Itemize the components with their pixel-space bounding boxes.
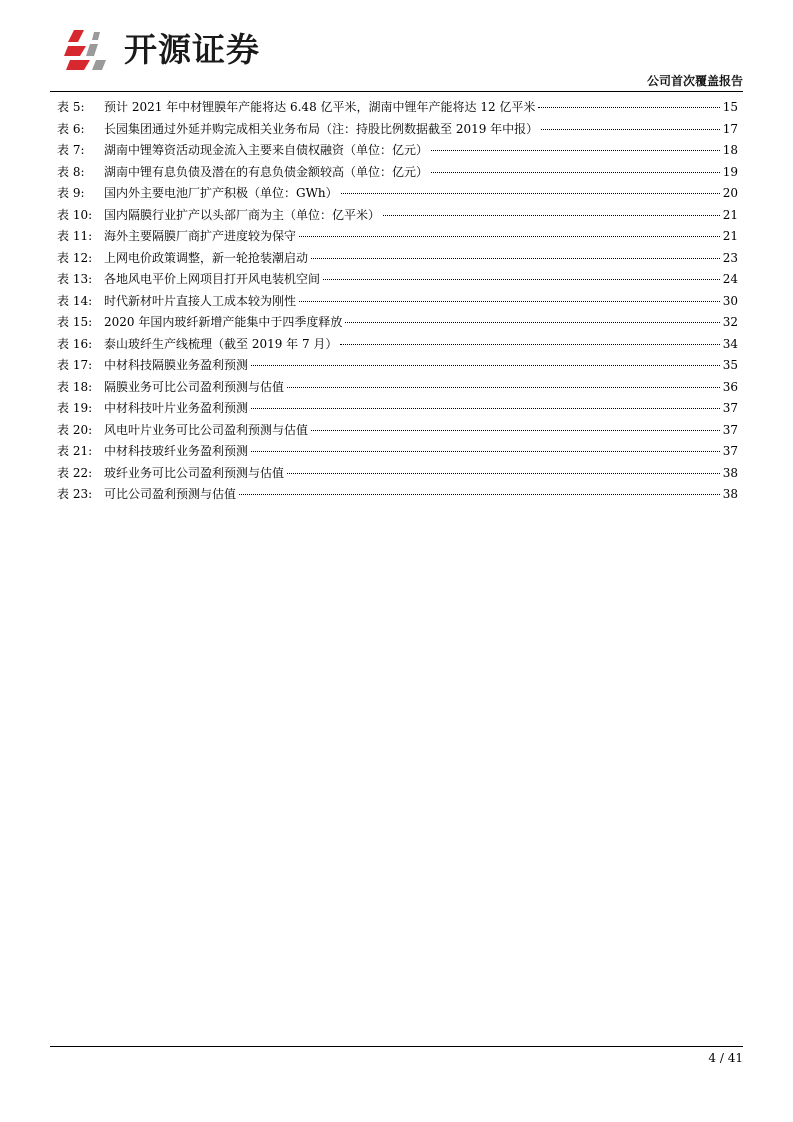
toc-entry-title: 可比公司盈利预测与估值: [104, 487, 237, 501]
toc-dot-leader: [345, 322, 719, 323]
toc-entry-number: 表 7:: [57, 143, 85, 157]
toc-dot-leader: [299, 301, 720, 302]
toc-entry[interactable]: [57, 335, 738, 357]
toc-entry-number: 表 9:: [57, 186, 85, 200]
toc-entry-title: 海外主要隔膜厂商扩产进度较为保守: [104, 229, 297, 243]
toc-entry-title: 中材科技叶片业务盈利预测: [104, 401, 249, 415]
toc-entry-page: 36: [722, 379, 738, 394]
toc-entry[interactable]: [57, 485, 738, 507]
toc-entry-page: 37: [722, 444, 738, 458]
toc-entry-number: 表 22:: [57, 465, 93, 480]
toc-dot-leader: [299, 236, 720, 237]
toc-entry-page: 38: [722, 487, 738, 501]
toc-entry-title: 上网电价政策调整，新一轮抢装潮启动: [104, 250, 309, 265]
toc-entry-title: 国内外主要电池厂扩产积极（单位：GWh）: [104, 186, 338, 200]
toc-entry-title: 泰山玻纤生产线梳理（截至 2019 年 7 月）: [104, 336, 338, 351]
toc-entry-title: 2020 年国内玻纤新增产能集中于四季度释放: [104, 315, 343, 329]
toc-dot-leader: [541, 129, 720, 130]
toc-dot-leader: [239, 494, 720, 495]
toc-dot-leader: [341, 193, 720, 194]
toc-entry-number: 表 17:: [57, 358, 93, 372]
toc-dot-leader: [383, 215, 720, 216]
toc-entry[interactable]: [57, 120, 738, 142]
toc-entry-page: 18: [722, 143, 738, 157]
company-logo: [64, 26, 260, 74]
toc-dot-leader: [431, 150, 720, 151]
toc-entry-page: 37: [722, 422, 738, 437]
page-header: [0, 0, 793, 92]
toc-entry-title: 国内隔膜行业扩产以头部厂商为主（单位：亿平米）: [104, 207, 381, 222]
toc-dot-leader: [251, 408, 720, 409]
page-number: 4 / 41: [708, 1051, 743, 1065]
toc-entry[interactable]: [57, 313, 738, 335]
brand-logo-icon: [64, 26, 120, 74]
toc-dot-leader: [251, 451, 720, 452]
toc-dot-leader: [340, 344, 719, 345]
toc-entry-number: 表 15:: [57, 315, 93, 329]
toc-entry[interactable]: [57, 399, 738, 421]
toc-entry-page: 20: [722, 186, 738, 200]
toc-entry-page: 24: [722, 272, 738, 286]
toc-entry-page: 32: [722, 315, 738, 329]
toc-entry[interactable]: [57, 356, 738, 378]
toc-entry[interactable]: [57, 141, 738, 163]
toc-entry[interactable]: [57, 249, 738, 271]
toc-entry-page: 35: [722, 358, 738, 372]
toc-entry-page: 19: [722, 164, 738, 179]
toc-entry-number: 表 8:: [57, 164, 85, 179]
toc-entry-title: 湖南中锂筹资活动现金流入主要来自债权融资（单位：亿元）: [104, 143, 429, 157]
report-type-label: 公司首次覆盖报告: [646, 74, 743, 88]
toc-entry-page: 37: [722, 401, 738, 415]
toc-entry-title: 中材科技隔膜业务盈利预测: [104, 358, 249, 372]
toc-entry-title: 风电叶片业务可比公司盈利预测与估值: [104, 422, 309, 437]
toc-entry-number: 表 11:: [57, 229, 93, 243]
toc-entry[interactable]: [57, 206, 738, 228]
toc-entry[interactable]: [57, 270, 738, 292]
toc-dot-leader: [251, 365, 720, 366]
toc-entry[interactable]: [57, 421, 738, 443]
toc-dot-leader: [287, 387, 720, 388]
toc-dot-leader: [538, 107, 719, 108]
toc-entry-number: 表 13:: [57, 272, 93, 286]
toc-entry-number: 表 18:: [57, 379, 93, 394]
logo-text: 开源证券: [124, 30, 260, 69]
toc-entry-title: 湖南中锂有息负债及潜在的有息负债金额较高（单位：亿元）: [104, 164, 429, 179]
toc-entry-page: 15: [722, 100, 738, 114]
toc-entry[interactable]: [57, 184, 738, 206]
toc-entry-title: 各地风电平价上网项目打开风电装机空间: [104, 272, 321, 286]
toc-entry-page: 23: [722, 250, 738, 265]
toc-entry-number: 表 19:: [57, 401, 93, 415]
toc-entry-title: 中材科技玻纤业务盈利预测: [104, 444, 249, 458]
toc-entry[interactable]: [57, 163, 738, 185]
toc-entry-page: 34: [722, 336, 738, 351]
toc-dot-leader: [431, 172, 720, 173]
table-of-contents: [57, 98, 738, 507]
toc-entry-title: 玻纤业务可比公司盈利预测与估值: [104, 465, 285, 480]
toc-dot-leader: [323, 279, 720, 280]
toc-entry-title: 长园集团通过外延并购完成相关业务布局（注：持股比例数据截至 2019 年中报）: [104, 121, 539, 136]
toc-dot-leader: [287, 473, 720, 474]
toc-entry-title: 隔膜业务可比公司盈利预测与估值: [104, 379, 285, 394]
toc-entry-page: 38: [722, 465, 738, 480]
toc-dot-leader: [311, 258, 720, 259]
footer-divider: [50, 1046, 743, 1047]
toc-entry-number: 表 16:: [57, 336, 93, 351]
toc-entry-number: 表 10:: [57, 207, 93, 222]
toc-entry[interactable]: [57, 464, 738, 486]
toc-entry[interactable]: [57, 227, 738, 249]
toc-entry[interactable]: [57, 378, 738, 400]
toc-entry-page: 17: [722, 121, 738, 136]
toc-entry-number: 表 12:: [57, 250, 93, 265]
toc-entry-page: 21: [722, 207, 738, 222]
toc-entry-number: 表 5:: [57, 100, 85, 114]
toc-entry-number: 表 23:: [57, 487, 93, 501]
toc-dot-leader: [311, 430, 720, 431]
toc-entry-number: 表 21:: [57, 444, 93, 458]
toc-entry-page: 21: [722, 229, 738, 243]
toc-entry[interactable]: [57, 98, 738, 120]
toc-entry-number: 表 6:: [57, 121, 85, 136]
toc-entry-number: 表 20:: [57, 422, 93, 437]
toc-entry-title: 预计 2021 年中材锂膜年产能将达 6.48 亿平米，湖南中锂年产能将达 12 亿平米: [104, 100, 536, 114]
toc-entry-number: 表 14:: [57, 293, 93, 308]
toc-entry[interactable]: [57, 442, 738, 464]
header-divider: [50, 91, 743, 92]
toc-entry-title: 时代新材叶片直接人工成本较为刚性: [104, 293, 297, 308]
toc-entry[interactable]: [57, 292, 738, 314]
toc-entry-page: 30: [722, 293, 738, 308]
